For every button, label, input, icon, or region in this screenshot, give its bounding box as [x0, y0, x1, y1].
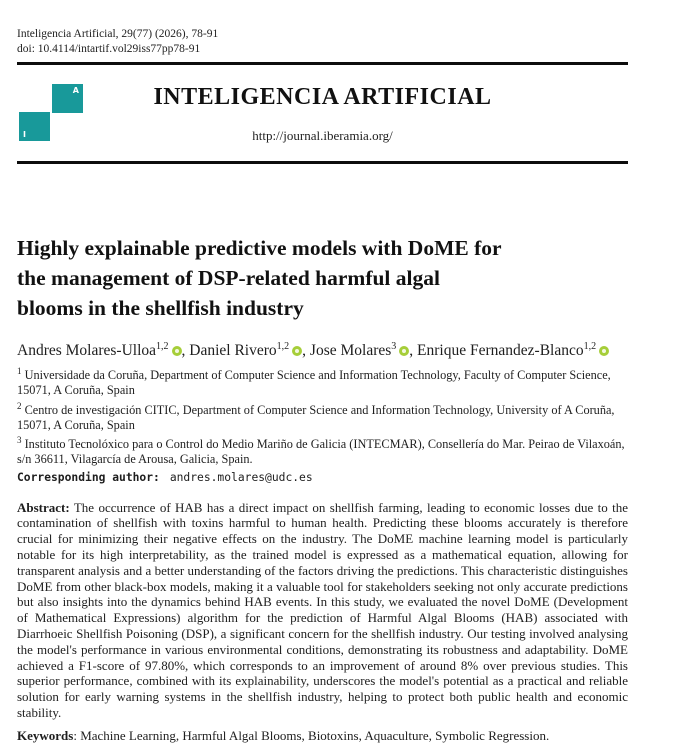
author-4: [417, 342, 609, 359]
abstract-text: The occurrence of HAB has a direct impact on shellfish farming, leading to economic losses due to the contamination of shellfish with toxins harmful to human health. Predicting these blooms accurately is therefore crucial for minimizing their negative effects on the industry. The DoME machine learning model is particularly notable for its high interpretability, as the trained model is expressed as a mathematical equation, allowing for transparent analysis and a better understanding of the factors driving the predictions. This characteristic distinguishes DoME from other black-box models, making it a valuable tool for stakeholders seeking not only accurate predictions but also insights into the dynamics behind HAB events. In this study, we evaluated the novel DoME (Development of Mathematical Expressions) algorithm for the prediction of Harmful Algal Blooms (HAB) associated with Diarrhoeic Shellfish Poisoning (DSP), a significant concern for the shellfish industry. Our testing involved analysing the model's performance in various environmental conditions, demonstrating its robustness and adaptability. DoME achieved a F1-score of 97.80%, which corresponds to an improvement of around 8% over previous studies. This superior performance, combined with its explainability, underscores the model's potential as a practical and reliable solution for early warning systems in the shellfish industry, helping to protect both public health and economic stability.: [17, 499, 628, 721]
masthead-divider: [17, 161, 628, 164]
author-separator: ,: [409, 342, 418, 360]
paper-title-line-2: the management of DSP-related harmful algal: [17, 266, 440, 290]
journal-masthead: [17, 65, 628, 156]
author-separator: ,: [181, 342, 190, 360]
orcid-icon[interactable]: [292, 346, 302, 356]
abstract: [17, 500, 628, 721]
affiliation-2: [17, 399, 628, 434]
keywords: [17, 728, 628, 744]
affiliation-3: [17, 433, 628, 468]
affiliation-2-text: Centro de investigación CITIC, Department of Computer Science and Information Technology, University of A Coruña, 15071, A Coruña, Spain: [17, 402, 615, 432]
author-2-affiliation-superscript: 1,2: [276, 341, 290, 352]
author-1-name: Andres Molares-Ulloa: [17, 342, 157, 360]
affiliation-1: [17, 364, 628, 399]
author-1-affiliation-superscript: 1,2: [156, 341, 169, 352]
abstract-label: Abstract:: [17, 499, 70, 515]
author-4-affiliation-superscript: 1,2: [583, 341, 597, 352]
author-4-name: Enrique Fernandez-Blanco: [417, 342, 584, 360]
orcid-icon[interactable]: [172, 346, 182, 356]
affiliations: [17, 364, 628, 485]
journal-url-link[interactable]: http://journal.iberamia.org/: [252, 128, 393, 143]
paper-title-line-1: Highly explainable predictive models with DoME for: [17, 236, 502, 260]
logo-letter-i: I: [23, 130, 26, 139]
doi-line: doi: 10.4114/intartif.vol29iss77pp78-91: [17, 43, 201, 55]
logo-letter-a: A: [72, 86, 79, 95]
keywords-text: : Machine Learning, Harmful Algal Blooms, Biotoxins, Aquaculture, Symbolic Regression.: [73, 727, 550, 743]
author-2: [189, 342, 310, 359]
author-list: [17, 336, 628, 362]
corresponding-author-label: Corresponding author:: [17, 470, 160, 484]
affiliation-2-number: 2: [17, 400, 22, 411]
affiliation-1-text: Universidade da Coruña, Department of Computer Science and Information Technology, Faculty of Computer Science, 15071, A Coruña, Spain: [17, 368, 611, 398]
journal-title: INTELIGENCIA ARTIFICIAL: [153, 84, 492, 110]
author-3-affiliation-superscript: 3: [391, 341, 397, 352]
keywords-label: Keywords: [17, 727, 74, 743]
author-separator: ,: [302, 342, 310, 360]
affiliation-3-text: Instituto Tecnolóxico para o Control do Medio Mariño de Galicia (INTECMAR), Consellería do Mar. Peirao de Vilaxoán, s/n 36611, Vilagarcía de Arousa, Galicia, Spain.: [17, 437, 625, 467]
paper-title-line-3: blooms in the shellfish industry: [17, 296, 304, 320]
orcid-icon[interactable]: [399, 346, 409, 356]
author-3: [310, 342, 417, 359]
corresponding-author: [17, 470, 628, 485]
page-header: [17, 27, 628, 57]
affiliation-3-number: 3: [17, 435, 22, 446]
paper-title: [17, 233, 628, 323]
orcid-icon[interactable]: [599, 346, 609, 356]
journal-citation: Inteligencia Artificial, 29(77) (2026), 78-91: [17, 28, 219, 40]
affiliation-1-number: 1: [17, 366, 22, 377]
corresponding-author-email[interactable]: andres.molares@udc.es: [169, 470, 313, 484]
author-3-name: Jose Molares: [309, 342, 392, 360]
author-1: [17, 342, 189, 359]
author-2-name: Daniel Rivero: [189, 342, 277, 360]
